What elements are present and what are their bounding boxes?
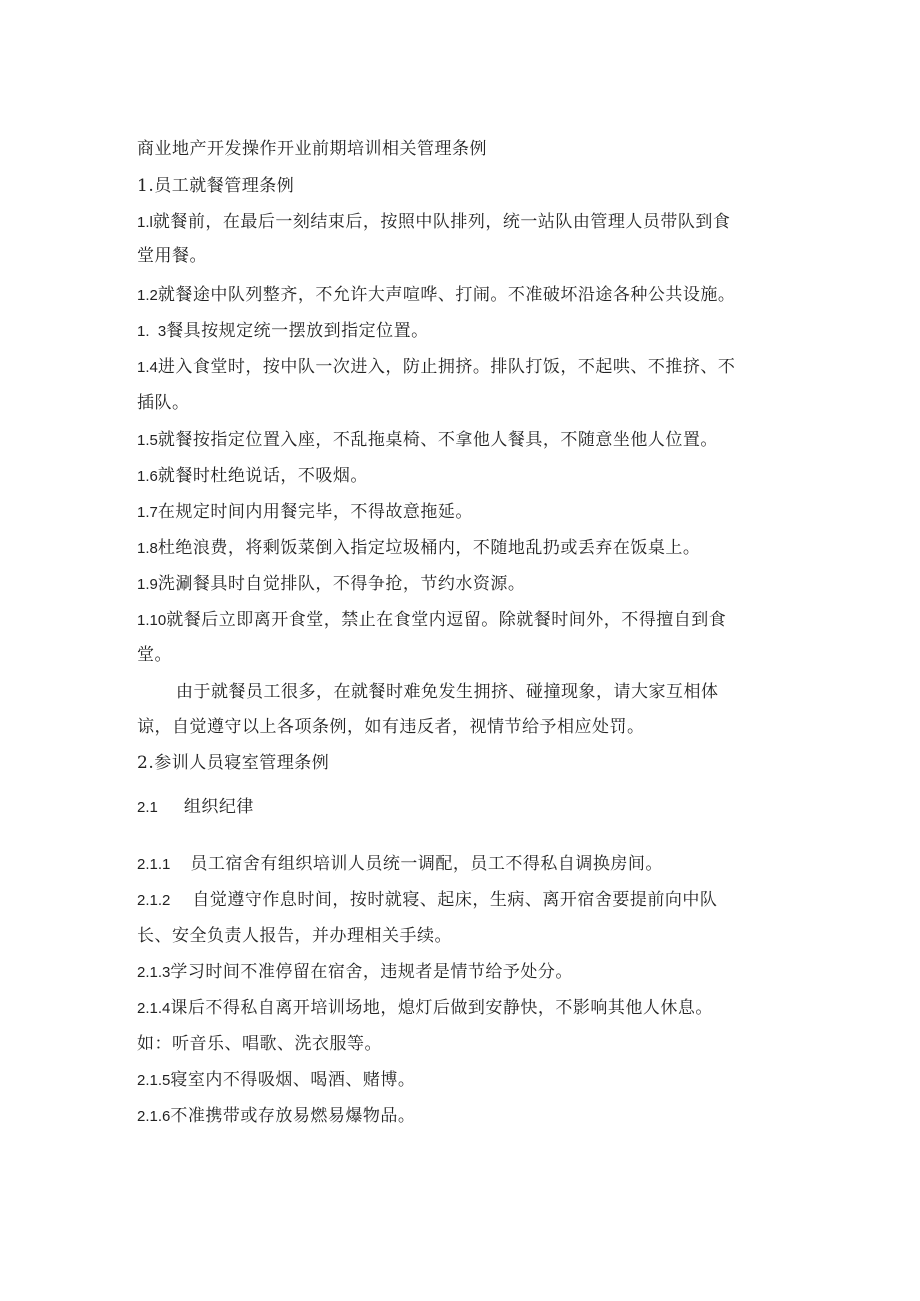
item-text: 洗涮餐具时自觉排队，不得争抢，节约水资源。 (157, 574, 526, 594)
item-text: 自觉遵守作息时间，按时就寝、起床，生病、离开宿舍要提前向中队 (192, 890, 718, 910)
item-number: 2.1.4 (137, 1000, 171, 1017)
list-item (137, 285, 787, 306)
item-number: 1.7 (137, 504, 158, 521)
list-item (137, 1070, 787, 1091)
list-item (137, 321, 787, 342)
section-1-note-continuation: 谅，自觉遵守以上各项条例，如有违反者，视情节给予相应处罚。 (137, 717, 645, 737)
list-item (137, 357, 787, 378)
section-1-note: 由于就餐员工很多，在就餐时难免发生拥挤、碰撞现象，请大家互相体 (176, 682, 719, 702)
item-text: 杜绝浪费，将剩饭菜倒入指定垃圾桶内，不随地乱扔或丢弃在饭桌上。 (157, 538, 701, 558)
item-number: 1.6 (137, 468, 158, 485)
item-number: 1.9 (137, 576, 158, 593)
item-text: 餐具按规定统一摆放到指定位置。 (166, 321, 429, 341)
item-number: 2.1.1 (137, 856, 171, 873)
list-item (137, 998, 787, 1019)
list-item-continuation: 插队。 (137, 393, 190, 413)
item-text: 学习时间不准停留在宿舍，违规者是情节给予处分。 (170, 962, 573, 982)
item-number: 1.8 (137, 540, 158, 557)
list-item (137, 212, 787, 233)
subsection-heading (137, 797, 787, 818)
list-item-continuation: 堂。 (137, 645, 172, 665)
item-text: 就餐按指定位置入座，不乱拖桌椅、不拿他人餐具，不随意坐他人位置。 (157, 430, 718, 450)
subsection-number: 2.1 (137, 799, 158, 816)
list-item (137, 610, 787, 631)
document-title: 商业地产开发操作开业前期培训相关管理条例 (137, 139, 487, 159)
subsection-title: 组织纪律 (183, 797, 254, 817)
item-text: 进入食堂时，按中队一次进入，防止拥挤。排队打饭，不起哄、不推挤、不 (157, 357, 736, 377)
list-item (137, 538, 787, 559)
item-number: 1. 3 (137, 323, 167, 340)
item-number: 1.5 (137, 432, 158, 449)
item-text: 就餐前，在最后一刻结束后，按照中队排列，统一站队由管理人员带队到食 (152, 212, 731, 232)
list-item (137, 854, 787, 875)
item-number: 1.l (137, 214, 153, 231)
list-item (137, 466, 787, 487)
item-number: 1.2 (137, 287, 158, 304)
list-item-continuation: 长、安全负责人报告，并办理相关手续。 (137, 926, 452, 946)
list-item-continuation: 堂用餐。 (137, 246, 207, 266)
item-text: 就餐途中队列整齐，不允许大声喧哗、打闹。不准破坏沿途各种公共设施。 (157, 285, 736, 305)
item-text: 就餐后立即离开食堂，禁止在食堂内逗留。除就餐时间外，不得擅自到食 (166, 610, 727, 630)
item-number: 1.10 (137, 612, 167, 629)
list-item (137, 574, 787, 595)
list-item (137, 962, 787, 983)
item-number: 2.1.6 (137, 1108, 171, 1125)
item-text: 课后不得私自离开培训场地，熄灯后做到安静快，不影响其他人休息。 (170, 998, 713, 1018)
item-text: 员工宿舍有组织培训人员统一调配，员工不得私自调换房间。 (190, 854, 663, 874)
item-number: 1.4 (137, 359, 158, 376)
item-text: 就餐时杜绝说话，不吸烟。 (157, 466, 368, 486)
item-number: 2.1.5 (137, 1072, 171, 1089)
item-number: 2.1.3 (137, 964, 171, 981)
item-text: 不准携带或存放易燃易爆物品。 (170, 1106, 416, 1126)
list-item (137, 1106, 787, 1127)
list-item (137, 430, 787, 451)
item-text: 寝室内不得吸烟、喝酒、赌博。 (170, 1070, 416, 1090)
list-item (137, 890, 787, 911)
item-number: 2.1.2 (137, 892, 171, 909)
list-item (137, 502, 787, 523)
section-2-heading: 2.参训人员寝室管理条例 (137, 753, 330, 773)
list-item-continuation: 如：听音乐、唱歌、洗衣服等。 (137, 1034, 382, 1054)
section-1-heading: 1.员工就餐管理条例 (137, 176, 295, 196)
item-text: 在规定时间内用餐完毕，不得故意拖延。 (157, 502, 473, 522)
